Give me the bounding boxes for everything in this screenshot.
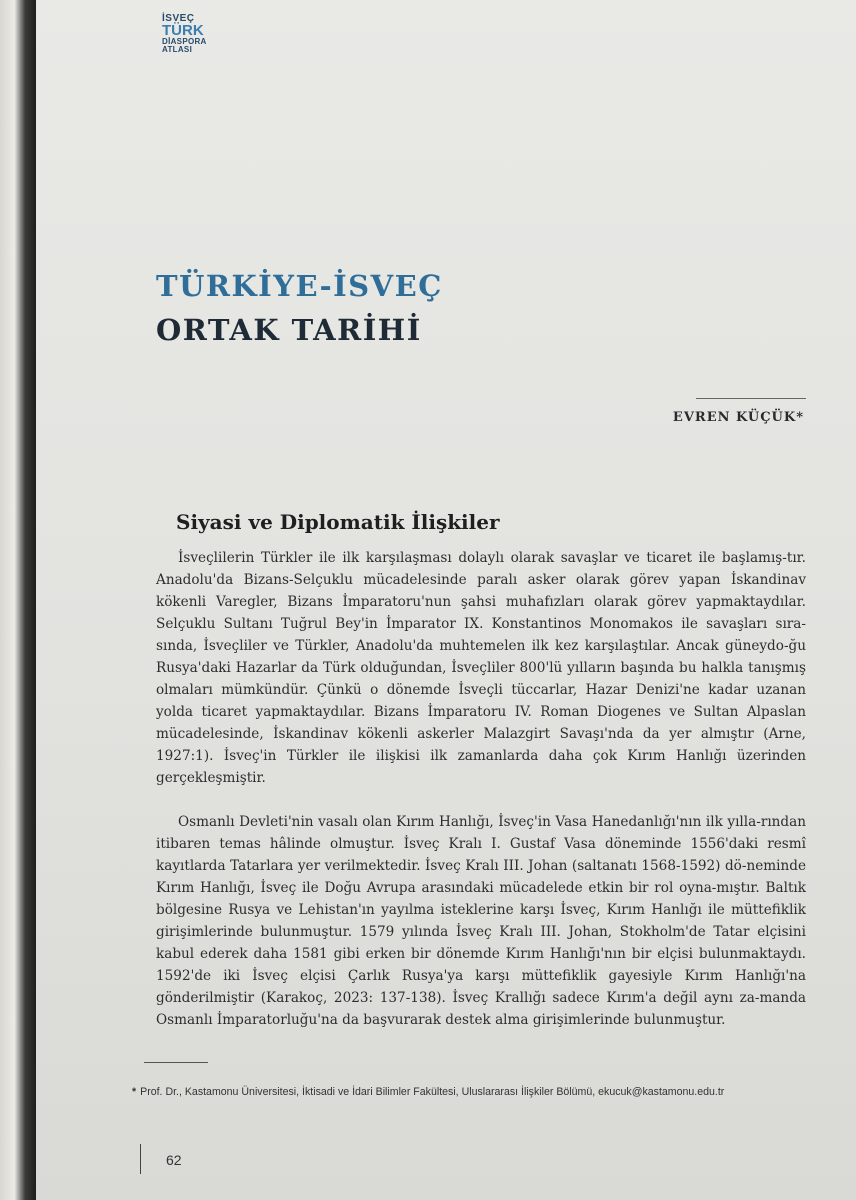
chapter-title bbox=[156, 264, 443, 352]
chapter-title-line-2: ORTAK TARİHİ bbox=[156, 313, 422, 347]
footnote-text: Prof. Dr., Kastamonu Üniversitesi, İktisadi ve İdari Bilimler Fakültesi, Uluslararası İlişkiler Bölümü, ekucuk@kastamonu.edu.tr bbox=[140, 1086, 725, 1098]
author-rule bbox=[696, 398, 806, 399]
page-number-bar bbox=[140, 1144, 141, 1174]
section-heading: Siyasi ve Diplomatik İlişkiler bbox=[176, 510, 500, 534]
paragraph: İsveçlilerin Türkler ile ilk karşılaşması dolaylı olarak savaşlar ve ticaret ile başlamış-tır. Anadolu'da Bizans-Selçuklu mücadelesinde paralı asker olarak görev yapan İskandinav kökenli Varegler, Bizans İmparatoru'nun şahsi muhafızları olarak görev yapmaktaydılar. Selçuklu Sultanı Tuğrul Bey'in İmparator IX. Konstantinos Monomakos ile savaşları sıra-sında, İsveçliler ve Türkler, Anadolu'da muhtemelen ilk kez karşılaştılar. Ancak güneydo-ğu Rusya'daki Hazarlar da Türk olduğundan, İsveçliler 800'lü yılların başında bu halkla tanışmış olmaları mümkündür. Çünkü o dönemde İsveçli tüccarlar, Hazar Denizi'ne kadar uzanan yolda ticaret yapmaktaydılar. Bizans İmparatoru IV. Roman Diogenes ve Sultan Alpaslan mücadelesinde, İskandinav kökenli askerler Malazgirt Savaşı'nda da yer almıştır (Arne, 1927:1). İsveç'in Türkler ile ilişkisi ilk zamanlarda daha çok Kırım Hanlığı üzerinden gerçekleşmiştir. bbox=[156, 550, 806, 786]
author-name: EVREN KÜÇÜK* bbox=[672, 410, 804, 425]
logo-line-1: İSVEÇ bbox=[162, 13, 195, 24]
logo-line-3: DİASPORA bbox=[162, 37, 207, 46]
book-page bbox=[36, 0, 856, 1200]
footnote-marker: * bbox=[132, 1086, 137, 1098]
logo-line-4: ATLASI bbox=[162, 45, 193, 54]
footnote-rule bbox=[144, 1062, 208, 1063]
body-text bbox=[156, 547, 806, 1031]
footnote bbox=[132, 1086, 832, 1098]
atlas-logo bbox=[162, 14, 207, 54]
chapter-title-line-1: TÜRKİYE-İSVEÇ bbox=[156, 269, 443, 303]
logo-line-2: TÜRK bbox=[162, 22, 204, 39]
page-number: 62 bbox=[166, 1152, 182, 1168]
book-page-edge bbox=[0, 0, 36, 1200]
paragraph: Osmanlı Devleti'nin vasalı olan Kırım Hanlığı, İsveç'in Vasa Hanedanlığı'nın ilk yılla-rından itibaren temas hâlinde olmuştur. İsveç Kralı I. Gustaf Vasa döneminde 1556'daki resmî kayıtlarda Tatarlara yer verilmektedir. İsveç Kralı III. Johan (saltanatı 1568-1592) dö-neminde Kırım Hanlığı, İsveç ile Doğu Avrupa arasındaki mücadelede etkin bir rol oyna-mıştır. Baltık bölgesine Rusya ve Lehistan'ın yayılma isteklerine karşı İsveç, Kırım Hanlığı ile müttefiklik girişimlerinde bulunmuştur. 1579 yılında İsveç Kralı III. Johan, Stokholm'de Tatar elçisini kabul ederek daha 1581 gibi erken bir dönemde Kırım Hanlığı'nın bir elçisi bulunmaktaydı. 1592'de iki İsveç elçisi Çarlık Rusya'ya karşı müttefiklik gayesiyle Kırım Hanlığı'na gönderilmiştir (Karakoç, 2023: 137-138). İsveç Krallığı sadece Kırım'a değil aynı za-manda Osmanlı İmparatorluğu'na da başvurarak destek alma girişimlerinde bulunmuştur. bbox=[156, 814, 806, 1028]
